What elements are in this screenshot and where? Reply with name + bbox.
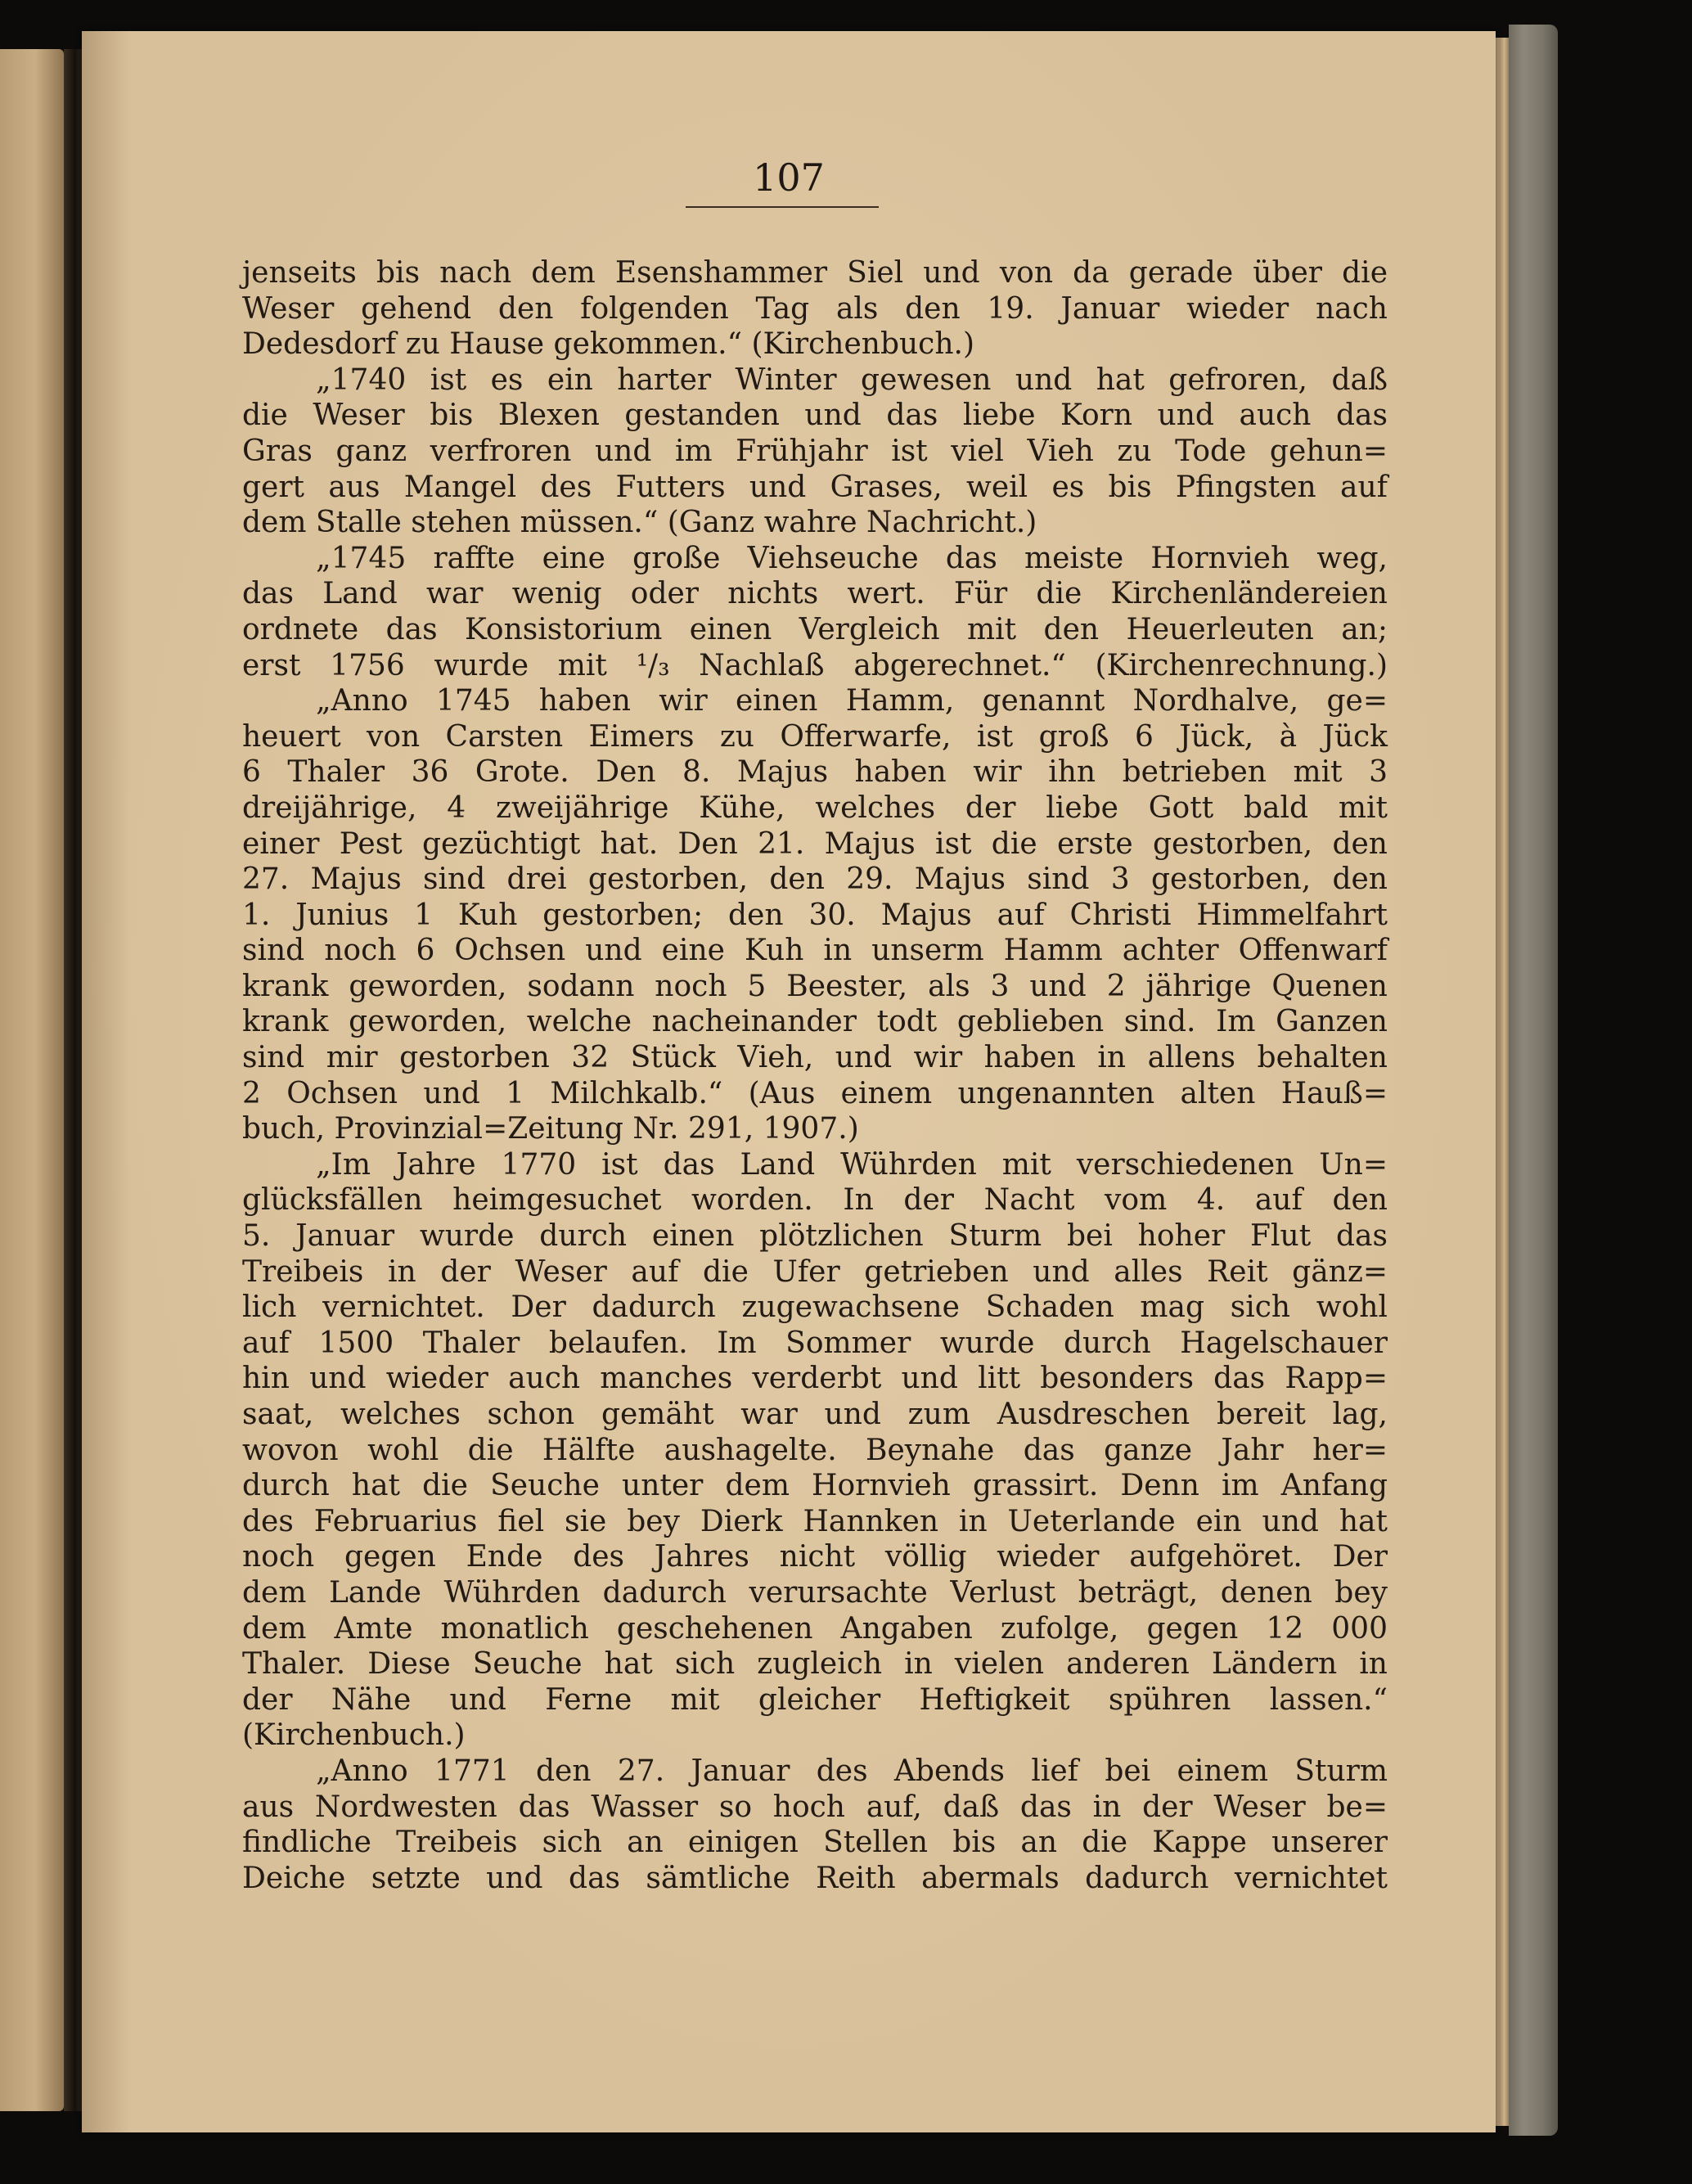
text-line: noch gegen Ende des Jahres nicht völlig wieder aufgehöret. Der [242, 1540, 1388, 1574]
text-line: dem Lande Wührden dadurch verursachte Verlust beträgt, denen bey [242, 1575, 1388, 1610]
page-number-rule [686, 206, 879, 208]
text-line: krank geworden, welche nacheinander todt geblieben sind. Im Ganzen [242, 1005, 1388, 1039]
text-line: der Nähe und Ferne mit gleicher Heftigkeit spühren lassen.“ [242, 1682, 1388, 1717]
text-line: das Land war wenig oder nichts wert. Für die Kirchenländereien [242, 577, 1388, 611]
text-line: buch, Provinzial=Zeitung Nr. 291, 1907.) [242, 1112, 859, 1146]
text-line: sind mir gestorben 32 Stück Vieh, und wir haben in allens behalten [242, 1041, 1388, 1075]
text-line: Weser gehend den folgenden Tag als den 19. Januar wieder nach [242, 291, 1388, 326]
text-line: 1. Junius 1 Kuh gestorben; den 30. Majus auf Christi Himmelfahrt [242, 898, 1388, 932]
text-line: ordnete das Konsistorium einen Vergleich mit den Heuerleuten an; [242, 612, 1388, 646]
text-line: „Anno 1771 den 27. Januar des Abends lief bei einem Sturm [316, 1754, 1388, 1788]
page-stack-edge [1496, 38, 1509, 2126]
book-page [82, 31, 1496, 2132]
text-line: sind noch 6 Ochsen und eine Kuh in unserm Hamm achter Offenwarf [242, 934, 1388, 968]
text-line: auf 1500 Thaler belaufen. Im Sommer wurde durch Hagelschauer [242, 1326, 1388, 1360]
body-text [242, 255, 1388, 1896]
text-line: „Anno 1745 haben wir einen Hamm, genannt Nordhalve, ge= [316, 684, 1388, 718]
book-gutter [64, 49, 82, 2111]
text-line: dreijährige, 4 zweijährige Kühe, welches der liebe Gott bald mit [242, 790, 1388, 825]
text-line: krank geworden, sodann noch 5 Beester, als 3 und 2 jährige Quenen [242, 969, 1388, 1003]
text-line: Thaler. Diese Seuche hat sich zugleich in vielen anderen Ländern in [242, 1647, 1388, 1682]
text-line: findliche Treibeis sich an einigen Stellen bis an die Kappe unserer [242, 1826, 1388, 1860]
text-line: dem Stalle stehen müssen.“ (Ganz wahre Nachricht.) [242, 506, 1037, 540]
text-line: aus Nordwesten das Wasser so hoch auf, daß das in der Weser be= [242, 1790, 1388, 1824]
text-line: Treibeis in der Weser auf die Ufer getrieben und alles Reit gänz= [242, 1254, 1388, 1289]
text-line: durch hat die Seuche unter dem Hornvieh grassirt. Denn im Anfang [242, 1469, 1388, 1503]
text-line: Deiche setzte und das sämtliche Reith abermals dadurch vernichtet [242, 1861, 1388, 1895]
text-line: 2 Ochsen und 1 Milchkalb.“ (Aus einem ungenannten alten Hauß= [242, 1076, 1388, 1110]
text-line: des Februarius fiel sie bey Dierk Hannken in Ueterlande ein und hat [242, 1504, 1388, 1538]
text-line: wovon wohl die Hälfte aushagelte. Beynahe das ganze Jahr her= [242, 1433, 1388, 1467]
text-line: „1745 raffte eine große Viehseuche das meiste Hornvieh weg, [316, 541, 1388, 575]
text-line: gert aus Mangel des Futters und Grases, weil es bis Pfingsten auf [242, 470, 1388, 504]
text-line: (Kirchenbuch.) [242, 1718, 466, 1753]
text-line: 27. Majus sind drei gestorben, den 29. Majus sind 3 gestorben, den [242, 862, 1388, 897]
text-line: heuert von Carsten Eimers zu Offerwarfe, ist groß 6 Jück, à Jück [242, 719, 1388, 754]
text-line: dem Amte monatlich geschehenen Angaben zufolge, gegen 12 000 [242, 1611, 1388, 1646]
text-line: „Im Jahre 1770 ist das Land Wührden mit verschiedenen Un= [316, 1147, 1388, 1182]
text-line: 6 Thaler 36 Grote. Den 8. Majus haben wir ihn betrieben mit 3 [242, 755, 1388, 790]
text-line: jenseits bis nach dem Esenshammer Siel und von da gerade über die [242, 256, 1388, 290]
text-line: glücksfällen heimgesuchet worden. In der Nacht vom 4. auf den [242, 1183, 1388, 1218]
book-cover-edge [1509, 25, 1558, 2136]
text-line: Gras ganz verfroren und im Frühjahr ist viel Vieh zu Tode gehun= [242, 434, 1388, 468]
text-line: saat, welches schon gemäht war und zum Ausdreschen bereit lag, [242, 1398, 1388, 1431]
text-line: Dedesdorf zu Hause gekommen.“ (Kirchenbuch.) [242, 327, 975, 362]
text-line: hin und wieder auch manches verderbt und litt besonders das Rapp= [242, 1362, 1388, 1396]
text-line: 5. Januar wurde durch einen plötzlichen Sturm bei hoher Flut das [242, 1219, 1388, 1254]
text-line: einer Pest gezüchtigt hat. Den 21. Majus ist die erste gestorben, den [242, 826, 1388, 861]
text-line: erst 1756 wurde mit ¹/₃ Nachlaß abgerechnet.“ (Kirchenrechnung.) [242, 648, 1388, 682]
page-number: 107 [753, 155, 825, 200]
text-line: lich vernichtet. Der dadurch zugewachsene Schaden mag sich wohl [242, 1290, 1388, 1325]
left-page-edge [0, 49, 64, 2111]
text-line: die Weser bis Blexen gestanden und das liebe Korn und auch das [242, 399, 1388, 433]
text-line: „1740 ist es ein harter Winter gewesen und hat gefroren, daß [316, 362, 1388, 397]
